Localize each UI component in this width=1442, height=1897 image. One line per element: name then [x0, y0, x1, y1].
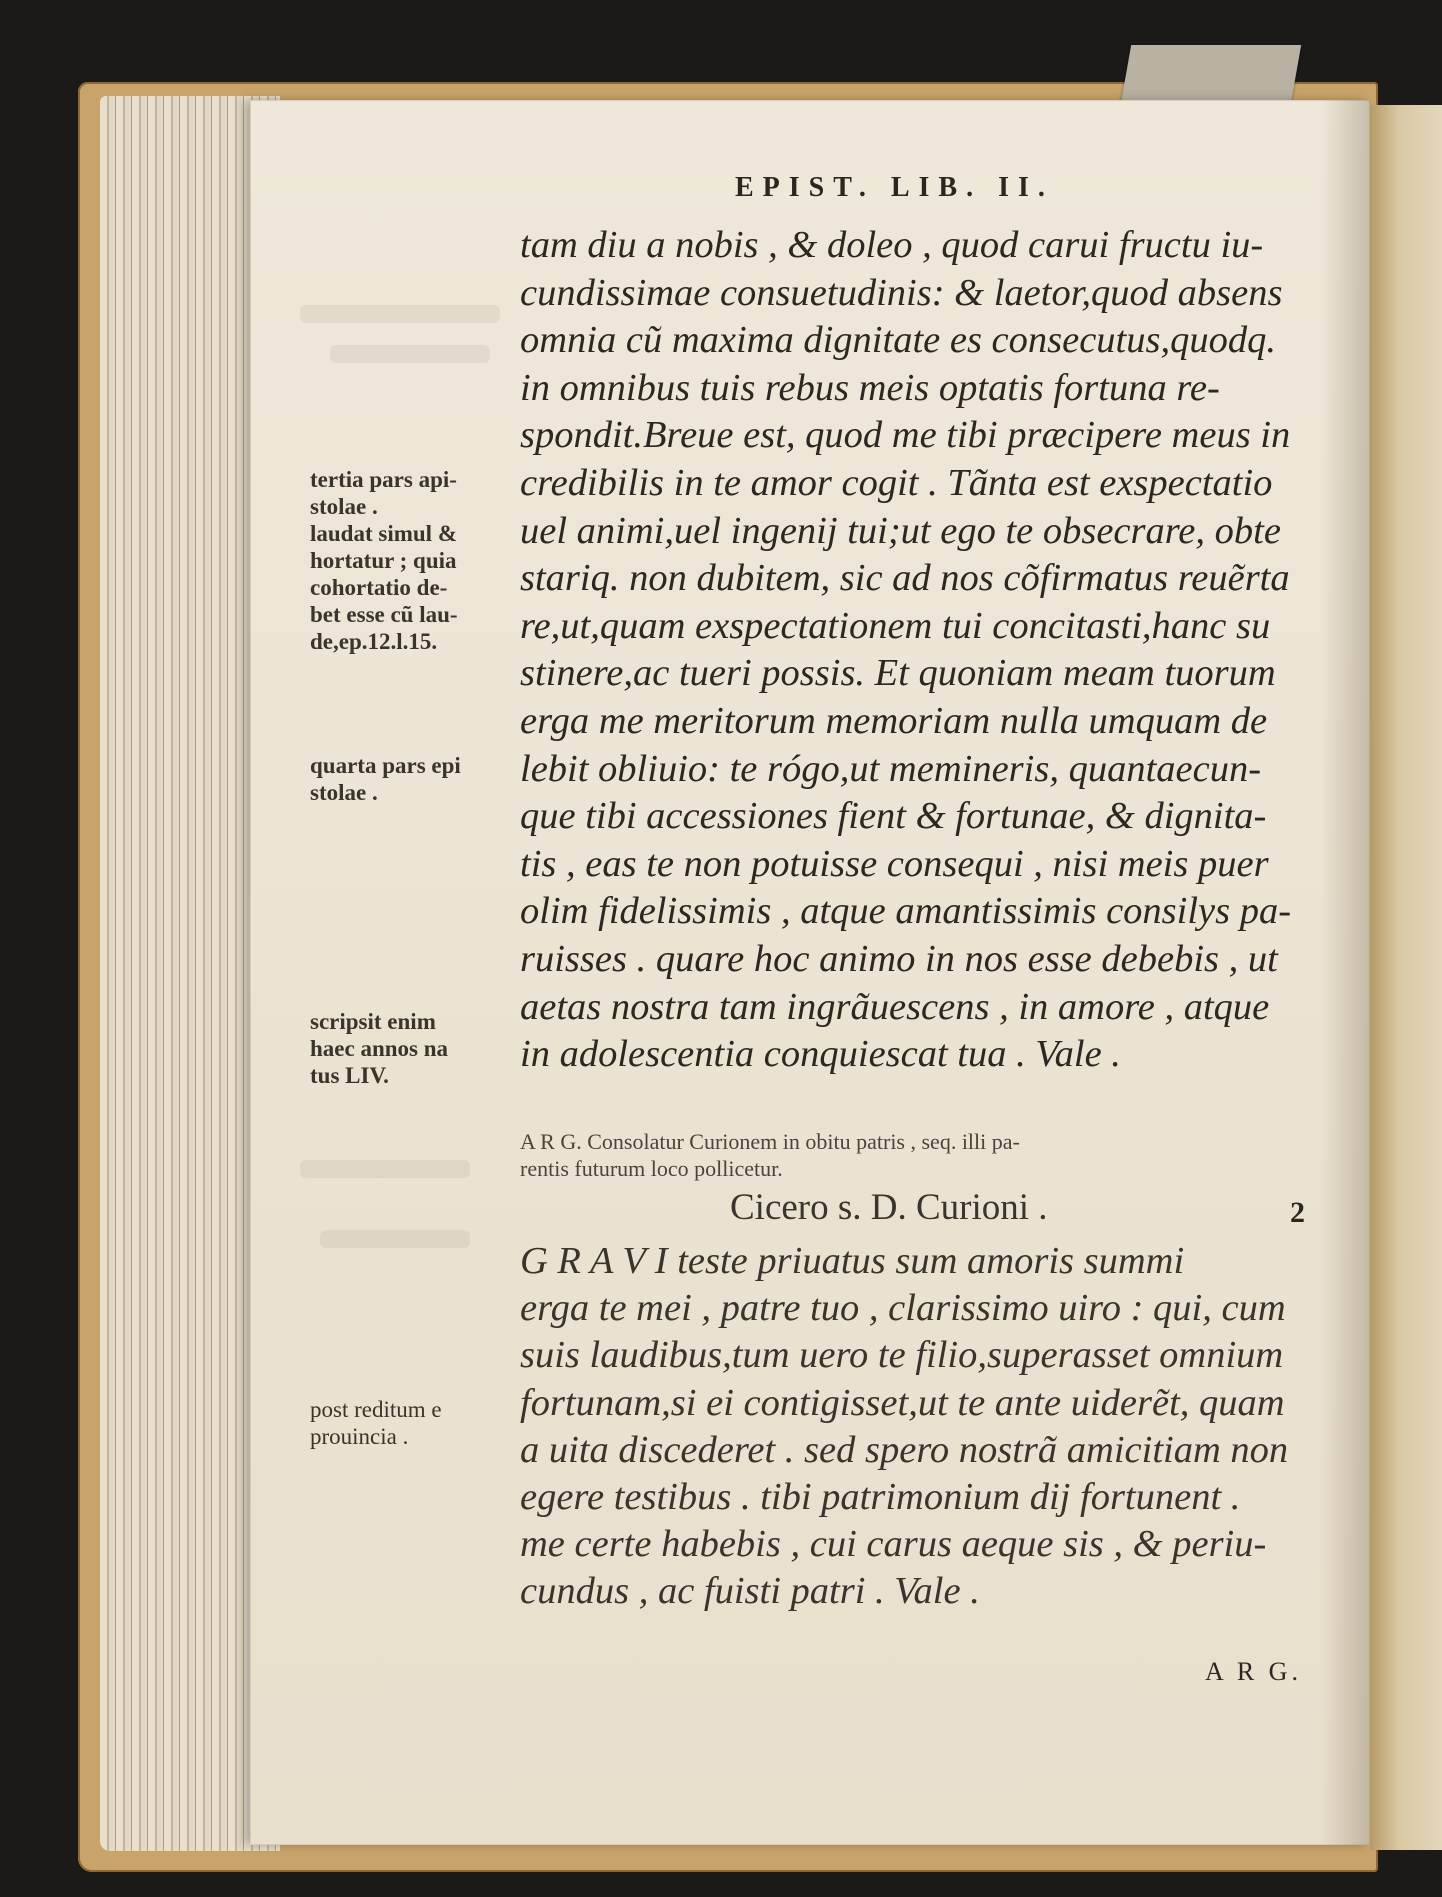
margin-line: stolae . [310, 494, 378, 519]
margin-line: tertia pars api- [310, 467, 457, 492]
text-line: me certe habebis , cui carus aeque sis , & periu- [520, 1523, 1267, 1566]
margin-line: cohortatio de- [310, 575, 448, 600]
text-line: stinere,ac tueri possis. Et quoniam meam tuorum [520, 652, 1276, 695]
margin-line: laudat simul & [310, 521, 457, 546]
margin-line: post reditum e [310, 1397, 442, 1422]
text-line: tam diu a nobis , & doleo , quod carui fructu iu- [520, 224, 1264, 266]
text-line: que tibi accessiones fient & fortunae, & dignita- [520, 795, 1267, 838]
bleed-through [300, 305, 500, 323]
running-head: EPIST. LIB. II. [735, 172, 1054, 203]
bleed-through [300, 1160, 470, 1178]
text-line: in adolescentia conquiescat tua . Vale . [520, 1033, 1121, 1076]
argument-line: rentis futurum loco pollicetur. [520, 1156, 783, 1181]
text-line: egere testibus . tibi patrimonium dij fortunent . [520, 1475, 1241, 1518]
text-line: stariq. non dubitem, sic ad nos cõfirmatus reuẽrta [520, 557, 1290, 600]
margin-line: quarta pars epi [310, 753, 461, 778]
text-line: olim fidelissimis , atque amantissimis consilys pa- [520, 890, 1292, 933]
margin-line: scripsit enim [310, 1009, 436, 1034]
margin-note-tertia [310, 466, 510, 655]
letter-1-text [520, 222, 1320, 1079]
margin-line: stolae . [310, 780, 378, 805]
text-line: aetas nostra tam ingrãuescens , in amore , atque [520, 985, 1270, 1028]
text-line: fortunam,si ei contigisset,ut te ante uiderẽt, quam [520, 1381, 1285, 1424]
margin-line: prouincia . [310, 1424, 409, 1449]
text-line: uel animi,uel ingenij tui;ut ego te obsecrare, obte [520, 509, 1281, 552]
spine-shadow [1320, 100, 1370, 1845]
margin-line: tus LIV. [310, 1063, 389, 1088]
text-line: credibilis in te amor cogit . Tãnta est exspectatio [520, 461, 1273, 504]
argument-line: A R G. Consolatur Curionem in obitu patris , seq. illi pa- [520, 1129, 1020, 1154]
margin-line: bet esse cũ lau- [310, 602, 458, 627]
text-line: erga te mei , patre tuo , clarissimo uiro : qui, cum [520, 1287, 1286, 1330]
text-line: G R A V I teste priuatus sum amoris summi [520, 1240, 1185, 1282]
margin-line: hortatur ; quia [310, 548, 457, 573]
letter-2-salutation: Cicero s. D. Curioni . [730, 1187, 1048, 1228]
argument [520, 1128, 1310, 1182]
text-line: cundissimae consuetudinis: & laetor,quod absens [520, 271, 1283, 314]
text-line: a uita discederet . sed spero nostrã amicitiam non [520, 1428, 1289, 1471]
text-line: ruisses . quare hoc animo in nos esse debebis , ut [520, 937, 1278, 980]
letter-2-text [520, 1238, 1320, 1616]
margin-line: haec annos na [310, 1036, 449, 1061]
text-line: tis , eas te non potuisse consequi , nisi meis puer [520, 842, 1269, 885]
text-line: erga me meritorum memoriam nulla umquam de [520, 699, 1268, 742]
margin-note-scripsit [310, 1008, 510, 1089]
text-line: omnia cũ maxima dignitate es consecutus,quodq. [520, 319, 1276, 362]
text-line: suis laudibus,tum uero te filio,superasset omnium [520, 1334, 1284, 1377]
margin-line: de,ep.12.l.15. [310, 629, 438, 654]
catchword: A R G. [1205, 1657, 1302, 1686]
text-line: re,ut,quam exspectationem tui concitasti,hanc su [520, 604, 1271, 647]
margin-note-post [310, 1396, 510, 1450]
text-line: lebit obliuio: te rógo,ut memineris, quantaecun- [520, 747, 1262, 790]
bleed-through [330, 345, 490, 363]
text-line: cundus , ac fuisti patri . Vale . [520, 1570, 980, 1613]
text-line: spondit.Breue est, quod me tibi præcipere meus in [520, 414, 1291, 457]
facing-page-edge [1370, 105, 1442, 1850]
bleed-through [320, 1230, 470, 1248]
letter-number: 2 [1290, 1196, 1305, 1229]
margin-note-quarta [310, 752, 510, 806]
text-line: in omnibus tuis rebus meis optatis fortuna re- [520, 366, 1220, 409]
